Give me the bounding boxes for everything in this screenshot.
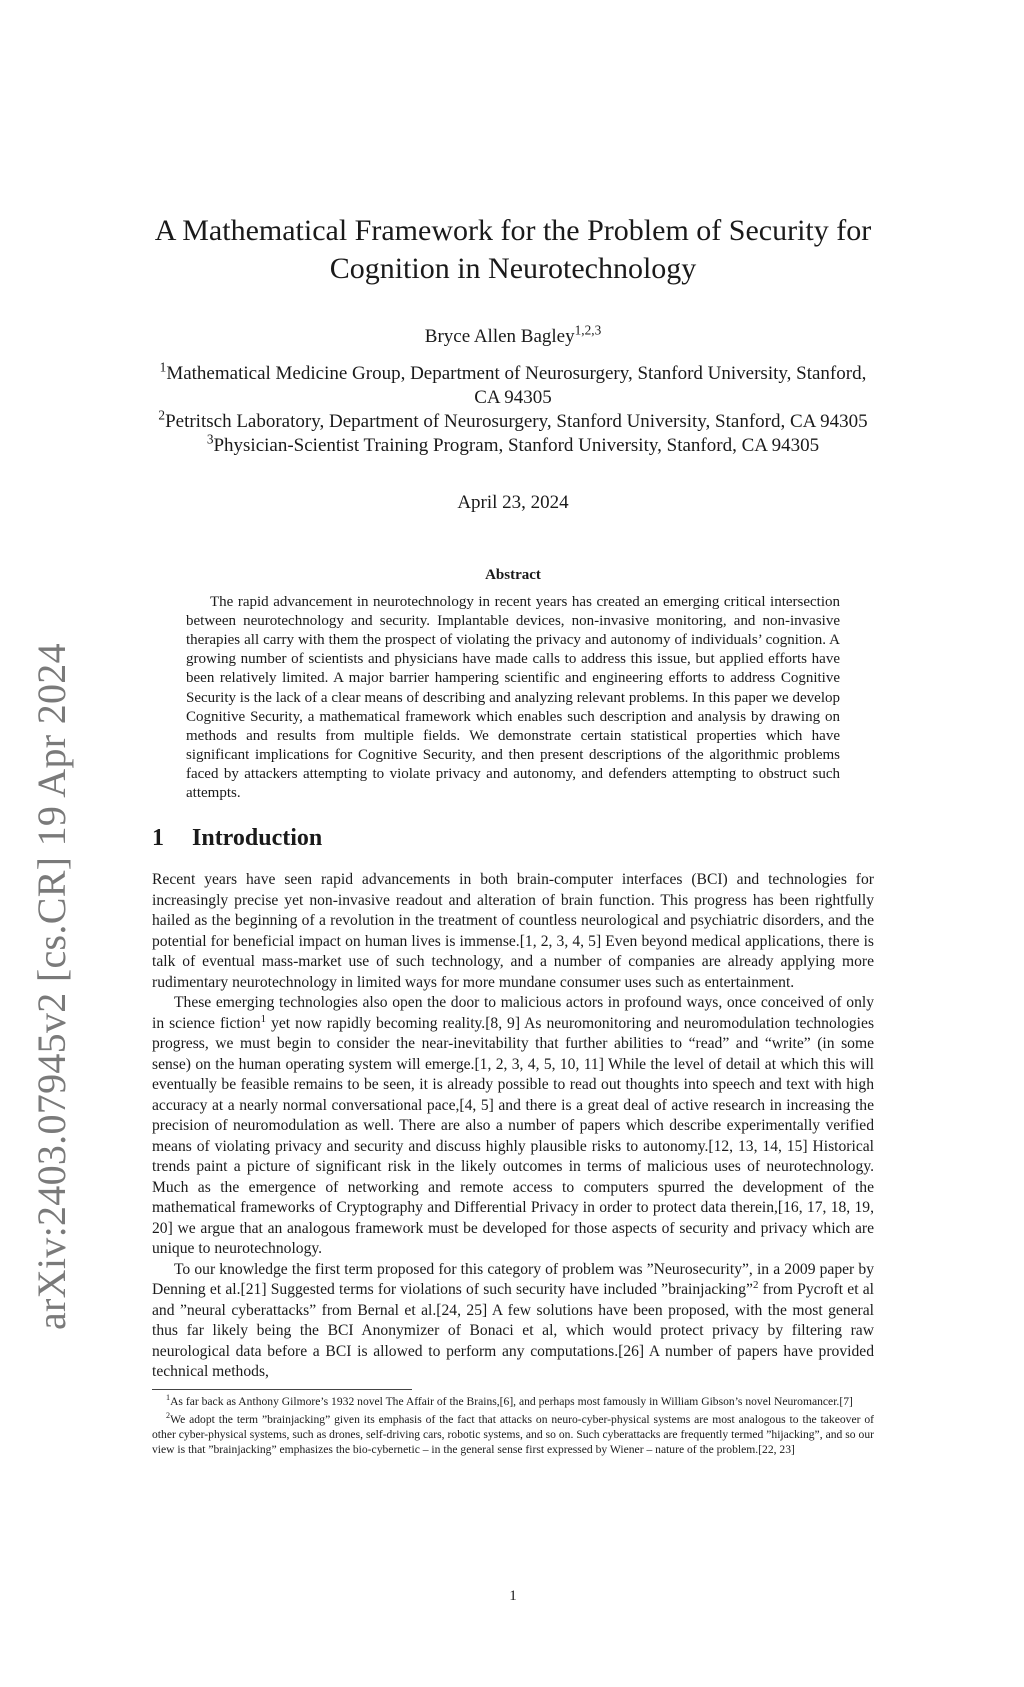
paper-title: A Mathematical Framework for the Problem of Security for Cognition in Neurotechnology — [154, 214, 872, 285]
paper-page — [152, 0, 875, 1604]
affiliations — [152, 359, 874, 458]
footnote-text: We adopt the term ”brainjacking” given its emphasis of the fact that attacks on neuro-cyber-physical systems are most analogous to the takeover of other cyber-physical systems, such as drones, self-driving cars, robotic systems, and so on. Such cyberattacks are frequently termed ”hijacking”, and so our view is that ”brainjacking” emphasizes the bio-cybernetic – in the general sense first expressed by Wiener – nature of the problem.[22, 23] — [152, 1412, 874, 1456]
footnotes — [152, 1390, 874, 1457]
section-title: Introduction — [192, 825, 323, 852]
affiliation-text: Petritsch Laboratory, Department of Neurosurgery, Stanford University, Stanford, CA 94305 — [165, 411, 868, 432]
paragraph-text: from Pycroft et al and ”neural cyberattacks” from Bernal et al.[24, 25] A few solutions have been proposed, with the most general thus far likely being the BCI Anonymizer of Bonaci et al, which would protect privacy by filtering raw neurological data before a BCI is allowed to perform any computations.[26] A number of papers have provided technical methods, — [152, 1281, 874, 1381]
footnote-text: As far back as Anthony Gilmore’s 1932 novel The Affair of the Brains,[6], and perhaps most famously in William Gibson’s novel Neuromancer.[7] — [170, 1394, 853, 1408]
paragraph — [152, 993, 874, 1260]
section-heading — [152, 825, 874, 852]
paragraph-text: These emerging technologies also open the door to malicious actors in profound ways, once conceived of only in science fiction — [152, 994, 874, 1032]
publication-date: April 23, 2024 — [457, 492, 569, 513]
footnote-mark: 1 — [166, 1392, 171, 1402]
abstract-text: The rapid advancement in neurotechnology in recent years has created an emerging critical intersection between neurotechnology and security. Implantable devices, non-invasive monitoring, and non-invasive therapies all carry with them the prospect of violating the privacy and autonomy of individuals’ cognition. A growing number of scientists and physicians have made calls to address this issue, but applied efforts have been relatively limited. A major barrier hampering scientific and engineering efforts to address Cognitive Security is the lack of a clear means of describing and analyzing relevant problems. In this paper we develop Cognitive Security, a mathematical framework which enables such description and analysis by drawing on methods and results from multiple fields. We demonstrate certain statistical properties which have significant implications for Cognitive Security, and then present descriptions of the algorithmic problems faced by attackers attempting to violate privacy and autonomy, and defenders attempting to obstruct such attempts. — [186, 594, 840, 802]
author-marks: 1,2,3 — [574, 322, 602, 338]
paragraph: Recent years have seen rapid advancements in both brain-computer interfaces (BCI) and technologies for increasingly precise yet non-invasive readout and alteration of brain function. This progress has been rightfully hailed as the beginning of a revolution in the treatment of countless neurological and psychiatric disorders, and the potential for beneficial impact on human lives is immense.[1, 2, 3, 4, 5] Even beyond medical applications, there is talk of eventual mass-market use of such technology, and a number of companies are already applying more rudimentary neurotechnology in limited ways for more mundane consumer uses such as entertainment. — [152, 871, 874, 991]
footnote-ref: 1 — [260, 1012, 267, 1025]
paragraph — [152, 1260, 874, 1383]
paragraph-text: yet now rapidly becoming reality.[8, 9] As neuromonitoring and neuromodulation technologies progress, we must begin to consider the near-inevitability that further abilities to “read” and “write” (in some sense) on the human operating system will emerge.[1, 2, 3, 4, 5, 10, 11] While the level of detail at which this will eventually be feasible remains to be seen, it is already possible to read out thoughts into speech and text with high accuracy at a nearly normal conversational pace,[4, 5] and there is a great deal of active research in increasing the precision of neuromodulation as well. There are also a number of papers which describe experimentally verified means of violating privacy and security and discuss highly plausible risks to autonomy.[12, 13, 14, 15] Historical trends paint a picture of significant risk in the likely outcomes in terms of malicious uses of neurotechnology. Much as the emergence of networking and remote access to computers spurred the development of the mathematical frameworks of Cryptography and Differential Privacy in order to protect data therein,[16, 17, 18, 19, 20] we argue that an analogous framework must be developed for those aspects of security and privacy which are unique to neurotechnology. — [152, 1014, 875, 1258]
footnote-ref: 2 — [752, 1278, 759, 1291]
affiliation — [152, 359, 874, 410]
abstract — [186, 566, 840, 803]
affiliation-mark: 3 — [206, 431, 214, 447]
page-number: 1 — [509, 1588, 517, 1604]
affiliation-text: Mathematical Medicine Group, Department of Neurosurgery, Stanford University, Stanford, CA 94305 — [166, 363, 867, 408]
affiliation-mark: 1 — [159, 359, 167, 375]
affiliation — [152, 431, 874, 458]
abstract-heading: Abstract — [485, 567, 541, 583]
section-number: 1 — [152, 825, 164, 852]
arxiv-identifier: arXiv:2403.07945v2 [cs.CR] 19 Apr 2024 — [29, 643, 74, 1330]
author-name: Bryce Allen Bagley — [424, 326, 575, 347]
affiliation-mark: 2 — [158, 407, 166, 423]
body-text — [152, 870, 874, 1383]
footnote — [152, 1394, 874, 1409]
affiliation-text: Physician-Scientist Training Program, Stanford University, Stanford, CA 94305 — [213, 435, 820, 456]
paragraph-text: To our knowledge the first term proposed for this category of problem was ”Neurosecurity”, in a 2009 paper by Denning et al.[21] Suggested terms for violations of such security have included ”brainjacking” — [152, 1260, 874, 1299]
footnote-rule — [152, 1389, 874, 1457]
footnote — [152, 1412, 874, 1457]
author-line — [152, 322, 874, 348]
affiliation — [152, 407, 874, 434]
footnote-mark: 2 — [166, 1410, 171, 1420]
